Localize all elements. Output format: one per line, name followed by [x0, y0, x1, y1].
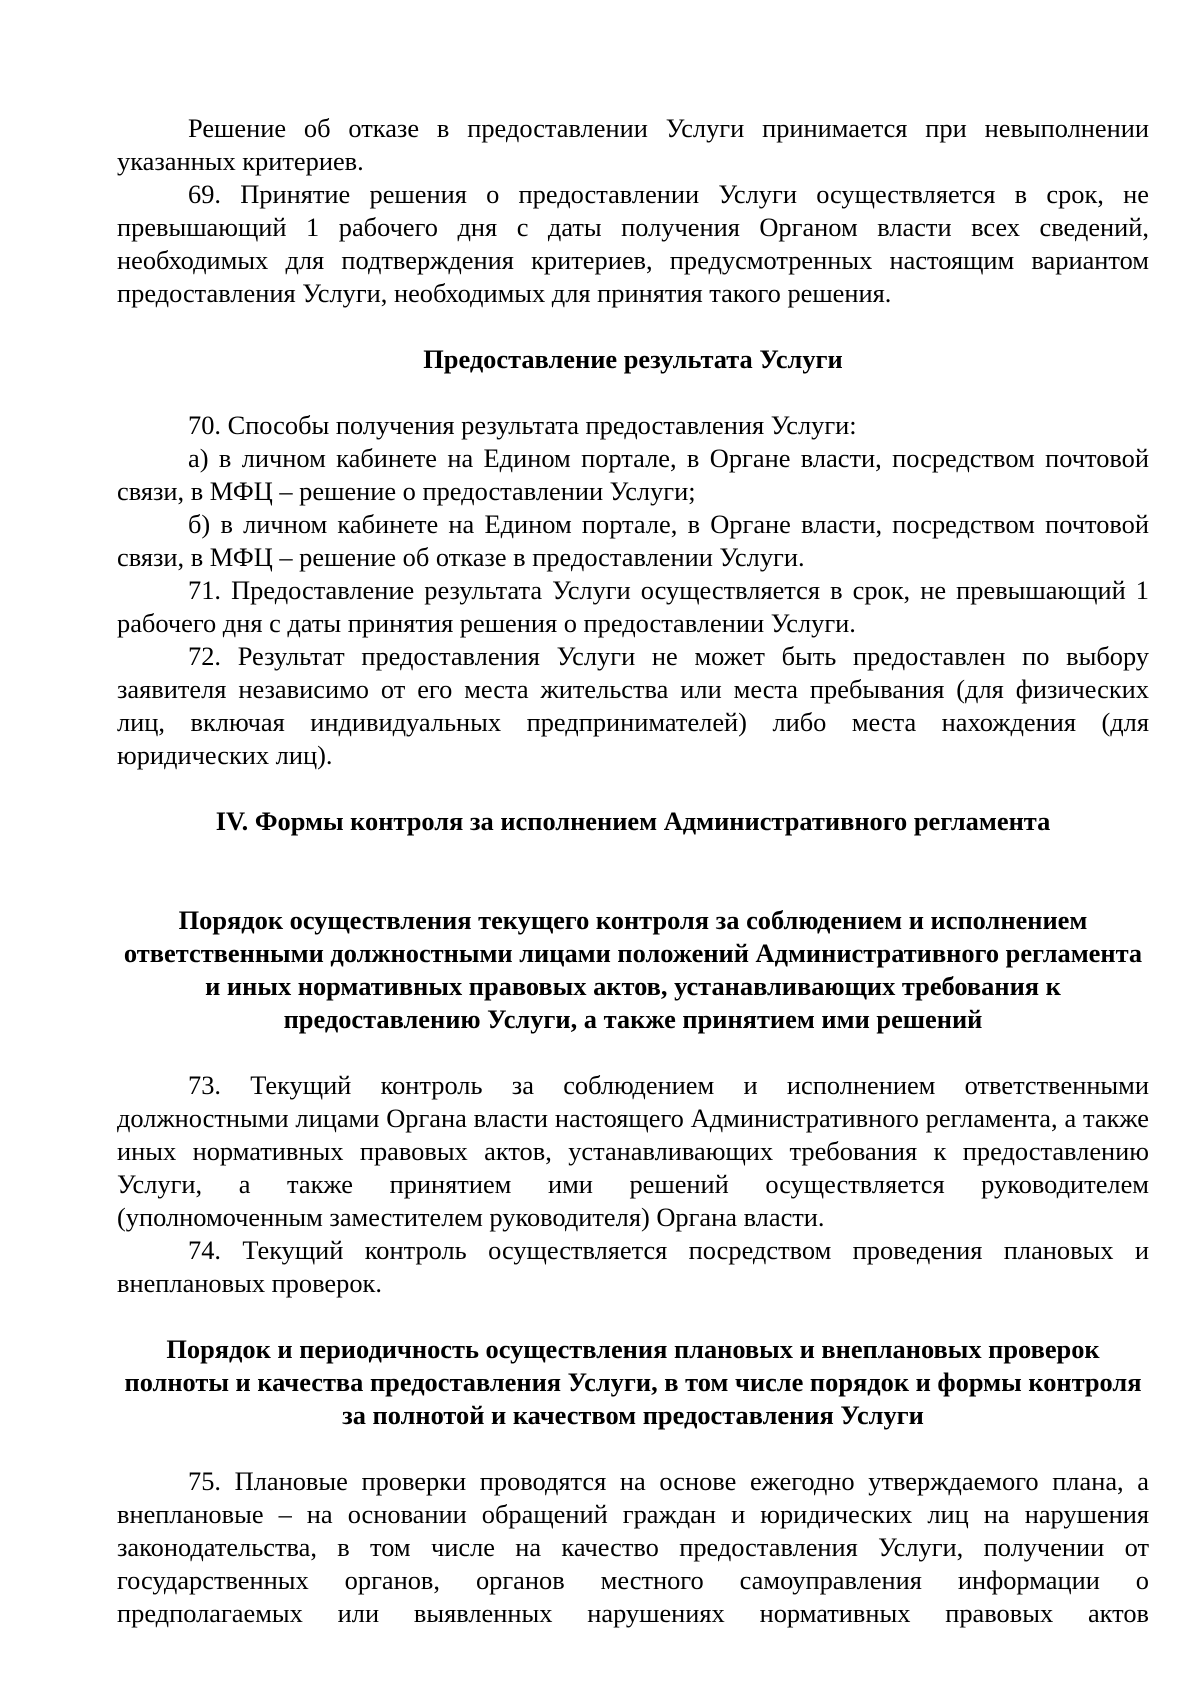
spacer — [117, 376, 1149, 409]
heading-result: Предоставление результата Услуги — [423, 344, 843, 374]
paragraph-72: 72. Результат предоставления Услуги не может быть предоставлен по выбору заявителя независимо от его места жительства или места пребывания (для физических лиц, включая индивидуальных предпринимателей) либо места нахождения (для юридических лиц). — [117, 641, 1149, 770]
spacer — [117, 1432, 1149, 1465]
spacer — [117, 310, 1149, 343]
heading-current-control: Порядок осуществления текущего контроля за соблюдением и исполнением ответственными должностными лицами положений Административного регламента и иных нормативных правовых актов, устанавливающих требования к предоставлению Услуги, а также принятием ими решений — [123, 905, 1143, 1034]
paragraph-75: 75. Плановые проверки проводятся на основе ежегодно утверждаемого плана, а внеплановые – на основании обращений граждан и юридических лиц на нарушения законодательства, в том числе на качество предоставления Услуги, получении от государственных органов, органов местного самоуправления информации о предполагаемых или выявленных нарушениях нормативных правовых актов — [117, 1466, 1149, 1628]
paragraph-70b: б) в личном кабинете на Едином портале, в Органе власти, посредством почтовой связи, в МФЦ – решение об отказе в предоставлении Услуги. — [117, 509, 1149, 572]
spacer — [117, 1036, 1149, 1069]
paragraph-70a: а) в личном кабинете на Едином портале, в Органе власти, посредством почтовой связи, в МФЦ – решение о предоставлении Услуги; — [117, 443, 1149, 506]
spacer — [117, 1300, 1149, 1333]
paragraph-69: 69. Принятие решения о предоставлении Услуги осуществляется в срок, не превышающий 1 рабочего дня с даты получения Органом власти всех сведений, необходимых для подтверждения критериев, предусмотренных настоящим вариантом предоставления Услуги, необходимых для принятия такого решения. — [117, 179, 1149, 308]
heading-section-4: IV. Формы контроля за исполнением Административного регламента — [215, 806, 1051, 836]
spacer — [117, 772, 1149, 805]
paragraph-refusal: Решение об отказе в предоставлении Услуги принимается при невыполнении указанных критериев. — [117, 113, 1149, 176]
spacer — [117, 838, 1149, 904]
paragraph-73: 73. Текущий контроль за соблюдением и исполнением ответственными должностными лицами Органа власти настоящего Административного регламента, а также иных нормативных правовых актов, устанавливающих требования к предоставлению Услуги, а также принятием ими решений осуществляется руководителем (уполномоченным заместителем руководителя) Органа власти. — [117, 1070, 1149, 1232]
paragraph-74: 74. Текущий контроль осуществляется посредством проведения плановых и внеплановых проверок. — [117, 1235, 1149, 1298]
document-page — [117, 112, 1149, 1630]
paragraph-70: 70. Способы получения результата предоставления Услуги: — [188, 410, 857, 440]
paragraph-71: 71. Предоставление результата Услуги осуществляется в срок, не превышающий 1 рабочего дня с даты принятия решения о предоставлении Услуги. — [117, 575, 1149, 638]
heading-inspections: Порядок и периодичность осуществления плановых и внеплановых проверок полноты и качества предоставления Услуги, в том числе порядок и формы контроля за полнотой и качеством предоставления Услуги — [124, 1334, 1142, 1430]
